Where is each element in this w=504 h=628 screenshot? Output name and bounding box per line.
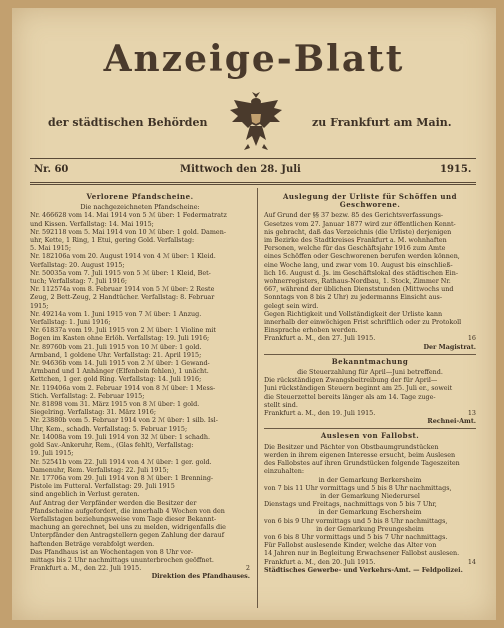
top-rule xyxy=(30,158,476,159)
dateline xyxy=(30,164,476,180)
tax-notice-number: 13 xyxy=(467,409,476,418)
left-signature: Direktion des Pfandhauses. xyxy=(151,572,250,581)
text-line: Nr. 466628 vom 14. Mai 1914 von 5 ℳ über: 1 Federmatratz xyxy=(30,211,227,220)
text-line: Siegelring. Verfallstag: 31. März 1916; xyxy=(30,408,156,417)
text-line: Auf Antrag der Verpfänder werden die Besitzer der xyxy=(30,498,197,507)
text-line: sind angeblich in Verlust geraten. xyxy=(30,490,140,499)
tax-notice-body xyxy=(264,376,476,409)
text-line: eines Schöffen oder Geschworenen berufen werden können, xyxy=(264,252,460,261)
text-line: stellt sind. xyxy=(264,400,298,409)
text-line: 667, während der üblichen Dienststunden (Mittwochs und xyxy=(264,285,454,294)
lost-tickets-body xyxy=(30,211,250,564)
text-line: Die rückständigen Zwangsbeitreibung der für April— xyxy=(264,376,438,385)
text-line: eine Woche lang, und zwar vom 10. August bis einschließ- xyxy=(264,260,453,269)
bottom-rule xyxy=(30,182,476,183)
fallobst-footer xyxy=(264,558,476,566)
text-line: Verfallstagen beziehungsweise vom Tage dieser Bekannt- xyxy=(30,514,217,523)
fallobst-district-4: in der Gemarkung Preungesheim xyxy=(316,524,424,533)
issue-number: Nr. 60 xyxy=(34,164,69,175)
text-line: Die Besitzer und Pächter von Obstbaumgrundstücken xyxy=(264,442,439,451)
text-line: Für Fallobst auslesende Kinder, welche das Alter von xyxy=(264,541,437,550)
fallobst-times-4: von 6 bis 8 Uhr vormittags und 5 bis 7 Uhr nachmittags. xyxy=(264,532,448,541)
text-line: innerhalb der einwöchigen Frist schriftlich oder zu Protokoll xyxy=(264,318,462,327)
text-line: Nr. 94636b vom 14. Juli 1915 von 2 ℳ über: 1 Gewand- xyxy=(30,359,210,368)
text-line: Auf Grund der §§ 37 bezw. 85 des Gerichtsverfassungs- xyxy=(264,211,444,220)
text-line: Bogen im Kasten ohne Erlöh. Verfallstag: 19. Juli 1916; xyxy=(30,334,210,343)
eagle-crest-icon xyxy=(224,90,288,154)
text-line: Unterpfänder den Antragstellern gegen Zahlung der darauf xyxy=(30,531,225,540)
text-line: Kettchen, 1 ger. gold Ring. Verfallstag: 14. Juli 1916; xyxy=(30,375,202,384)
text-line: lich 16. August d. Js. im Geschäftslokal des städtischen Ein- xyxy=(264,268,458,277)
masthead-subtitle-right: zu Frankfurt am Main. xyxy=(312,116,452,129)
fallobst-signature: Städtisches Gewerbe- und Verkehrs-Amt. — Feldpolizei. xyxy=(264,565,463,574)
tax-notice-place: Frankfurt a. M., den 19. Juli 1915. xyxy=(264,409,376,418)
text-line: machung an gerechnet, bei uns zu melden, widrigenfalls die xyxy=(30,523,226,532)
text-line: Pfandscheine aufgefordert, die innerhalb 4 Wochen von den xyxy=(30,506,225,515)
fallobst-district-3: in der Gemarkung Eschersheim xyxy=(318,508,422,517)
text-line: Nr. 81898 vom 31. März 1915 von 8 ℳ über: 1 gold. xyxy=(30,400,200,409)
jury-list-place: Frankfurt a. M., den 27. Juli 1915. xyxy=(264,334,376,343)
fallobst-times-1: von 7 bis 11 Uhr vormittags und 5 bis 8 Uhr nachmittags, xyxy=(264,483,452,492)
newspaper-page xyxy=(12,8,496,620)
text-line: Nr. 119406a vom 2. Februar 1914 von 8 ℳ über: 1 Mess- xyxy=(30,383,216,392)
text-line: gold Sav.-Ankeruhr, Rem., (Glas fehlt), Verfallstag: xyxy=(30,441,194,450)
text-line: wohnerregisters, Rathaus-Nordbau, 1. Stock, Zimmer Nr. xyxy=(264,277,451,286)
text-line: Verfallstag: 20. August 1915; xyxy=(30,260,125,269)
text-line: einzuhalten: xyxy=(264,467,305,476)
text-line: werden in ihrem eigenen Interesse ersucht, beim Auslesen xyxy=(264,450,456,459)
masthead xyxy=(12,38,496,150)
text-line: Personen, welche für das Geschäftsjahr 1916 zum Amte xyxy=(264,244,446,253)
text-line: haftenden Beträge verabfolgt werden. xyxy=(30,539,155,548)
bottom-rule-2 xyxy=(30,184,476,185)
fallobst-district-1: in der Gemarkung Berkersheim xyxy=(318,475,422,484)
text-line: tuch; Verfallstag: 7. Juli 1916; xyxy=(30,277,127,286)
text-line: Verfallstag: 1. Juni 1916; xyxy=(30,318,111,327)
text-line: gelegt sein wird. xyxy=(264,301,319,310)
text-line: 19. Juli 1915; xyxy=(30,449,74,458)
issue-year: 1915. xyxy=(440,164,472,175)
issue-date: Mittwoch den 28. Juli xyxy=(180,164,301,175)
text-line: und Kissen. Verfallstag: 14. Mai 1915; xyxy=(30,219,154,228)
masthead-subtitle-left: der städtischen Behörden xyxy=(48,116,208,129)
jury-list-number: 16 xyxy=(467,334,476,343)
text-line: Nr. 17706a vom 29. Juli 1914 von 8 ℳ über: 1 Brenning- xyxy=(30,473,214,482)
fallobst-times-2: Dienstags und Freitags, nachmittags von 5 bis 7 Uhr, xyxy=(264,500,437,509)
left-footer xyxy=(30,564,250,572)
fallobst-district-2: in der Gemarkung Niederursel xyxy=(320,491,420,500)
text-line: mittags bis 2 Uhr nachmittags ununterbrochen geöffnet. xyxy=(30,555,214,564)
text-line: Juni rückständigen Steuern beginnt am 25. Juli er., soweit xyxy=(264,384,453,393)
column-divider xyxy=(257,188,258,608)
text-line: Armband und 1 Anhänger (Elfenbein fehlen), 1 unächt. xyxy=(30,367,209,376)
text-line: 14 Jahren nur in Begleitung Erwachsener Fallobst auslesen. xyxy=(264,549,460,558)
text-line: Nr. 52541b vom 22. Juli 1914 von 4 ℳ über: 1 ger. gold. xyxy=(30,457,212,466)
text-line: des Fallobstes auf ihren Grundstücken folgende Tageszeiten xyxy=(264,459,460,468)
text-line: Uhr, Kem., schadh. Verfallstag: 5. Februar 1915; xyxy=(30,424,188,433)
lost-tickets-heading: Verlorene Pfandscheine. xyxy=(86,192,194,201)
text-line: nis gebracht, daß das Verzeichnis (die Urliste) derjenigen xyxy=(264,227,452,236)
jury-list-footer xyxy=(264,334,476,342)
fallobst-times-3: von 6 bis 9 Uhr vormittags und 5 bis 8 Uhr nachmittags, xyxy=(264,516,448,525)
fallobst-tail xyxy=(264,541,476,557)
text-line: im Bezirke des Stadtkreises Frankfurt a. M. wohnhaften xyxy=(264,236,447,245)
text-line: Nr. 592118 vom 5. Mai 1914 von 10 ℳ über: 1 gold. Damen- xyxy=(30,227,226,236)
text-line: die Steuerzettel bereits länger als am 14. Tage zuge- xyxy=(264,392,436,401)
fallobst-intro xyxy=(264,443,476,476)
text-line: Nr. 23880b vom 5. Februar 1914 von 2 ℳ über: 1 silb. Isl- xyxy=(30,416,218,425)
text-line: Nr. 50035a vom 7. Juli 1915 von 5 ℳ über: 1 Kleid, Bet- xyxy=(30,268,211,277)
text-line: Nr. 14008a vom 19. Juli 1914 von 32 ℳ über: 1 schadh. xyxy=(30,432,210,441)
text-line: Damenuhr, Rem. Verfallstag: 22. Juli 1915; xyxy=(30,465,169,474)
text-line: Zeug, 2 Bett-Zeug, 2 Handtücher. Verfallstag: 8. Februar xyxy=(30,293,215,302)
text-line: Nr. 61837a vom 19. Juli 1915 von 2 ℳ über: 1 Violine mit xyxy=(30,326,216,335)
left-footer-place: Frankfurt a. M., den 22. Juli 1915. xyxy=(30,564,142,573)
text-line: Stich. Verfallstag: 2. Februar 1915; xyxy=(30,391,145,400)
lost-tickets-subheading: Die nachgezeichneten Pfandscheine: xyxy=(80,203,200,212)
text-line: Nr. 89760b vom 21. Juli 1915 von 10 ℳ über: 1 gold. xyxy=(30,342,202,351)
text-line: Nr. 49214a vom 1. Juni 1915 von 7 ℳ über: 1 Anzug. xyxy=(30,309,202,318)
jury-list-signature: Der Magistrat. xyxy=(423,342,476,351)
fallobst-number: 14 xyxy=(467,557,476,566)
text-line: Nr. 112574a vom 8. Februar 1914 von 5 ℳ über: 2 Reste xyxy=(30,285,215,294)
tax-notice-footer xyxy=(264,409,476,417)
fallobst-heading: Auslesen von Fallobst. xyxy=(320,431,420,441)
left-column xyxy=(30,192,250,581)
right-column xyxy=(264,192,476,574)
jury-list-heading: Auslegung der Urliste für Schöffen und Geschworene. xyxy=(282,192,457,210)
text-line: Sonntags von 8 bis 2 Uhr) zu jedermanns Einsicht aus- xyxy=(264,293,442,302)
tax-notice-heading: Bekanntmachung xyxy=(331,356,409,366)
section-separator xyxy=(264,428,476,429)
text-line: uhr, Kette, 1 Ring, 1 Etui, gering Gold. Verfallstag: xyxy=(30,236,195,245)
text-line: 1915; xyxy=(30,301,49,310)
text-line: Nr. 182106a vom 20. August 1914 von 4 ℳ über: 1 Kleid. xyxy=(30,252,216,261)
masthead-title: Anzeige-Blatt xyxy=(103,38,405,80)
fallobst-place: Frankfurt a. M., den 20. Juli 1915. xyxy=(264,557,376,566)
jury-list-body xyxy=(264,211,476,334)
text-line: 5. Mai 1915; xyxy=(30,244,71,253)
text-line: Das Pfandhaus ist an Wochentagen von 8 Uhr vor- xyxy=(30,547,194,556)
text-line: Gesetzes vom 27. Januar 1877 wird zur öffentlichen Kennt- xyxy=(264,219,456,228)
text-line: Armband, 1 goldene Uhr. Verfallstag: 21. April 1915; xyxy=(30,350,202,359)
text-line: Pistole im Futteral. Verfallstag: 29. Juli 1915 xyxy=(30,482,175,491)
tax-notice-subheading: die Steuerzahlung für April—Juni betreffend. xyxy=(297,368,443,377)
left-footer-number: 2 xyxy=(245,564,250,573)
text-line: Gegen Richtigkeit und Vollständigkeit der Urliste kann xyxy=(264,309,443,318)
text-line: Einsprache erhoben werden. xyxy=(264,326,358,335)
tax-notice-signature: Rechnei-Amt. xyxy=(427,417,476,426)
section-separator xyxy=(264,354,476,355)
